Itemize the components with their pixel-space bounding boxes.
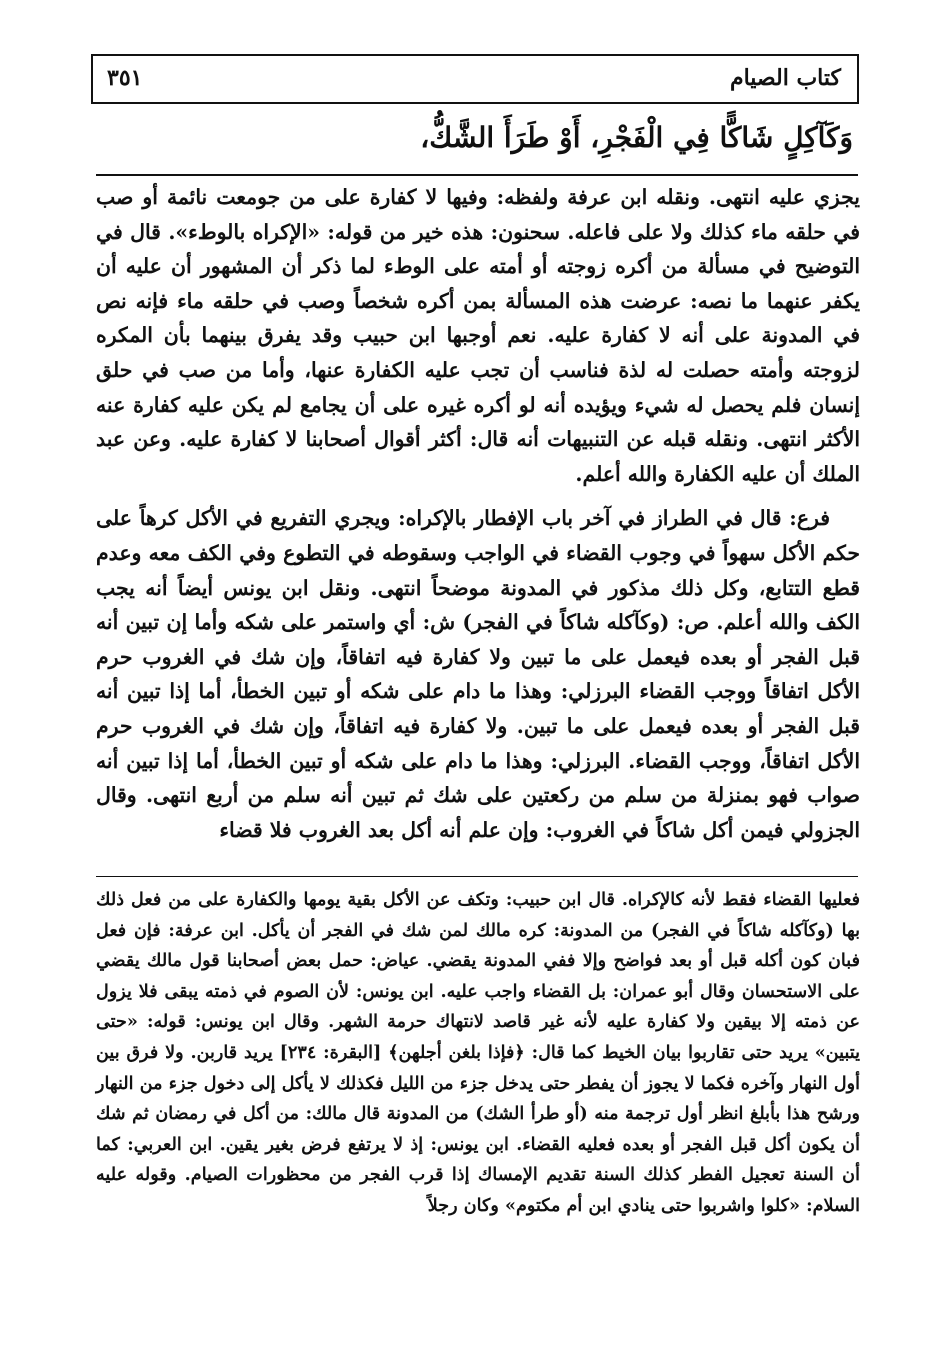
- main-commentary: [96, 180, 860, 847]
- book-title: كتاب الصيام: [729, 65, 841, 91]
- matn-quote: (وكآكله شاكاً في الفجر): [462, 610, 670, 635]
- footnote-part-1: فعليها القضاء فقط لأنه كالإكراه. قال ابن حبيب: وتكف عن الأكل بقية يومها والكفارة على من فعل ذلك بها: [96, 889, 860, 941]
- footnote-quote-1: (وكآكله شاكاً في الفجر): [650, 919, 834, 941]
- paragraph-1: يجزي عليه انتهى. ونقله ابن عرفة ولفظه: وفيها لا كفارة على من جومعت نائمة أو صب في حلقه ماء كذلك ولا على فاعله. سحنون: هذه خير من قوله: «الإكراه بالوطء». قال في التوضيح في مسألة من أكره زوجته أو أمته على الوطء لما ذكر أن المشهور أن عليه أن يكفر عنهما ما نصه: عرضت هذه المسألة بمن أكره شخصاً وصب في حلقه ماء فإنه نص في المدونة على أنه لا كفارة عليه. نعم أوجبها ابن حبيب وقد يفرق بينهما بأن المكره لزوجته وأمته حصلت له لذة فناسب أن تجب عليه الكفارة عنها، وأما من صب في حلق إنسان فلم يحصل له شيء ويؤيده أنه لو أكره غيره على أن يجامع لم يكن عليه كفارة عنه الأكثر انتهى. ونقله قبله عن التنبيهات أنه قال: أكثر أقوال أصحابنا لا كفارة عليه. وعن عبد الملك أن عليه الكفارة والله أعلم.: [96, 185, 860, 486]
- footnote-paragraph: [96, 885, 860, 1222]
- footnote-quote-2: (أو طرأ الشك): [475, 1103, 588, 1125]
- page-header: [91, 54, 859, 104]
- paragraph-2-start: فرع: قال في الطراز في آخر باب الإفطار بالإكراه: ويجري التفريع في الأكل كرهاً على حكم الأكل سهواً في وجوب القضاء في الواجب وسقوطه في التطوع وفي الكف معه وعدم قطع التتابع، وكل ذلك مذكور في المدونة موضحاً انتهى. ونقل ابن يونس أيضاً أنه يجب الكف والله أعلم. ص:: [96, 506, 861, 635]
- footnote-commentary: [96, 885, 860, 1222]
- footnote-part-3: من المدونة قال مالك: من أكل في رمضان ثم شك أن يكون أكل قبل الفجر أو بعده فعليه القضاء. ابن يونس: إذ لا يرتفع فرض بغير يقين. ابن العربي: كما أن السنة تعجيل الفطر كذلك السنة تقديم الإمساك إذا قرب الفجر من محظورات الصيام. وقوله عليه السلام: «كلوا واشربوا حتى ينادي ابن أم مكتوم» وكان رجلاً: [96, 1103, 860, 1216]
- matn-divider: [96, 174, 858, 176]
- sharh-marker: ش:: [422, 610, 455, 635]
- matn-text: وَكَآكِلٍ شَاكًّا فِي الْفَجْرِ، أَوْ طَرَأَ الشَّكُّ،: [420, 121, 853, 154]
- paragraph-2: [96, 501, 860, 847]
- paragraph-2-rest: أي واستمر على شكه وأما إن تبين أنه قبل الفجر أو بعده فيعمل على ما تبين ولا كفارة فيه اتفاقاً، وإن شك في الغروب حرم الأكل اتفاقاً ووجب القضاء البرزلي: وهذا ما دام على شكه أو تبين الخطأ، أما إذا تبين أنه قبل الفجر أو بعده فيعمل على ما تبين. ولا كفارة فيه اتفاقاً، وإن شك في الغروب حرم الأكل اتفاقاً، ووجب القضاء. البرزلي: وهذا ما دام على شكه أو تبين الخطأ، أما إذا تبين أنه صواب فهو بمنزلة من سلم من ركعتين على شك ثم تبين أنه سلم من أربع انتهى. وقال الجزولي فيمن أكل شاكاً في الغروب: وإن علم أنه أكل بعد الغروب فلا قضاء: [96, 610, 860, 842]
- footnote-divider: [96, 876, 858, 877]
- page-number: ٣٥١: [107, 65, 143, 91]
- footnote-part-2: من المدونة: كره مالك لمن شك في الفجر أن يأكل. ابن عرفة: فإن فعل فبان كون أكله قبل أو بعد فواضح وإلا ففي المدونة يقضي. عياض: حمل بعض أصحابنا قول مالك يقضي على الاستحسان وقال أبو عمران: بل القضاء واجب عليه. ابن يونس: لأن الصوم في ذمته يبقى فلا يزول عن ذمته إلا بيقين ولا كفارة عليه لأنه غير قاصد لانتهاك حرمة الشهر. وقال ابن يونس: قوله: «حتى يتبين» يريد حتى تقاربوا بيان الخيط كما قال: ﴿فإذا بلغن أجلهن﴾ [البقرة: ٢٣٤] يريد قاربن. ولا فرق بين أول النهار وآخره فكما لا يجوز أن يفطر حتى يدخل جزء من الليل فكذلك لا يأكل إلى دخول جزء من النهار ورشح هذا بأبلغ انظر أول ترجمة منه: [96, 919, 860, 1125]
